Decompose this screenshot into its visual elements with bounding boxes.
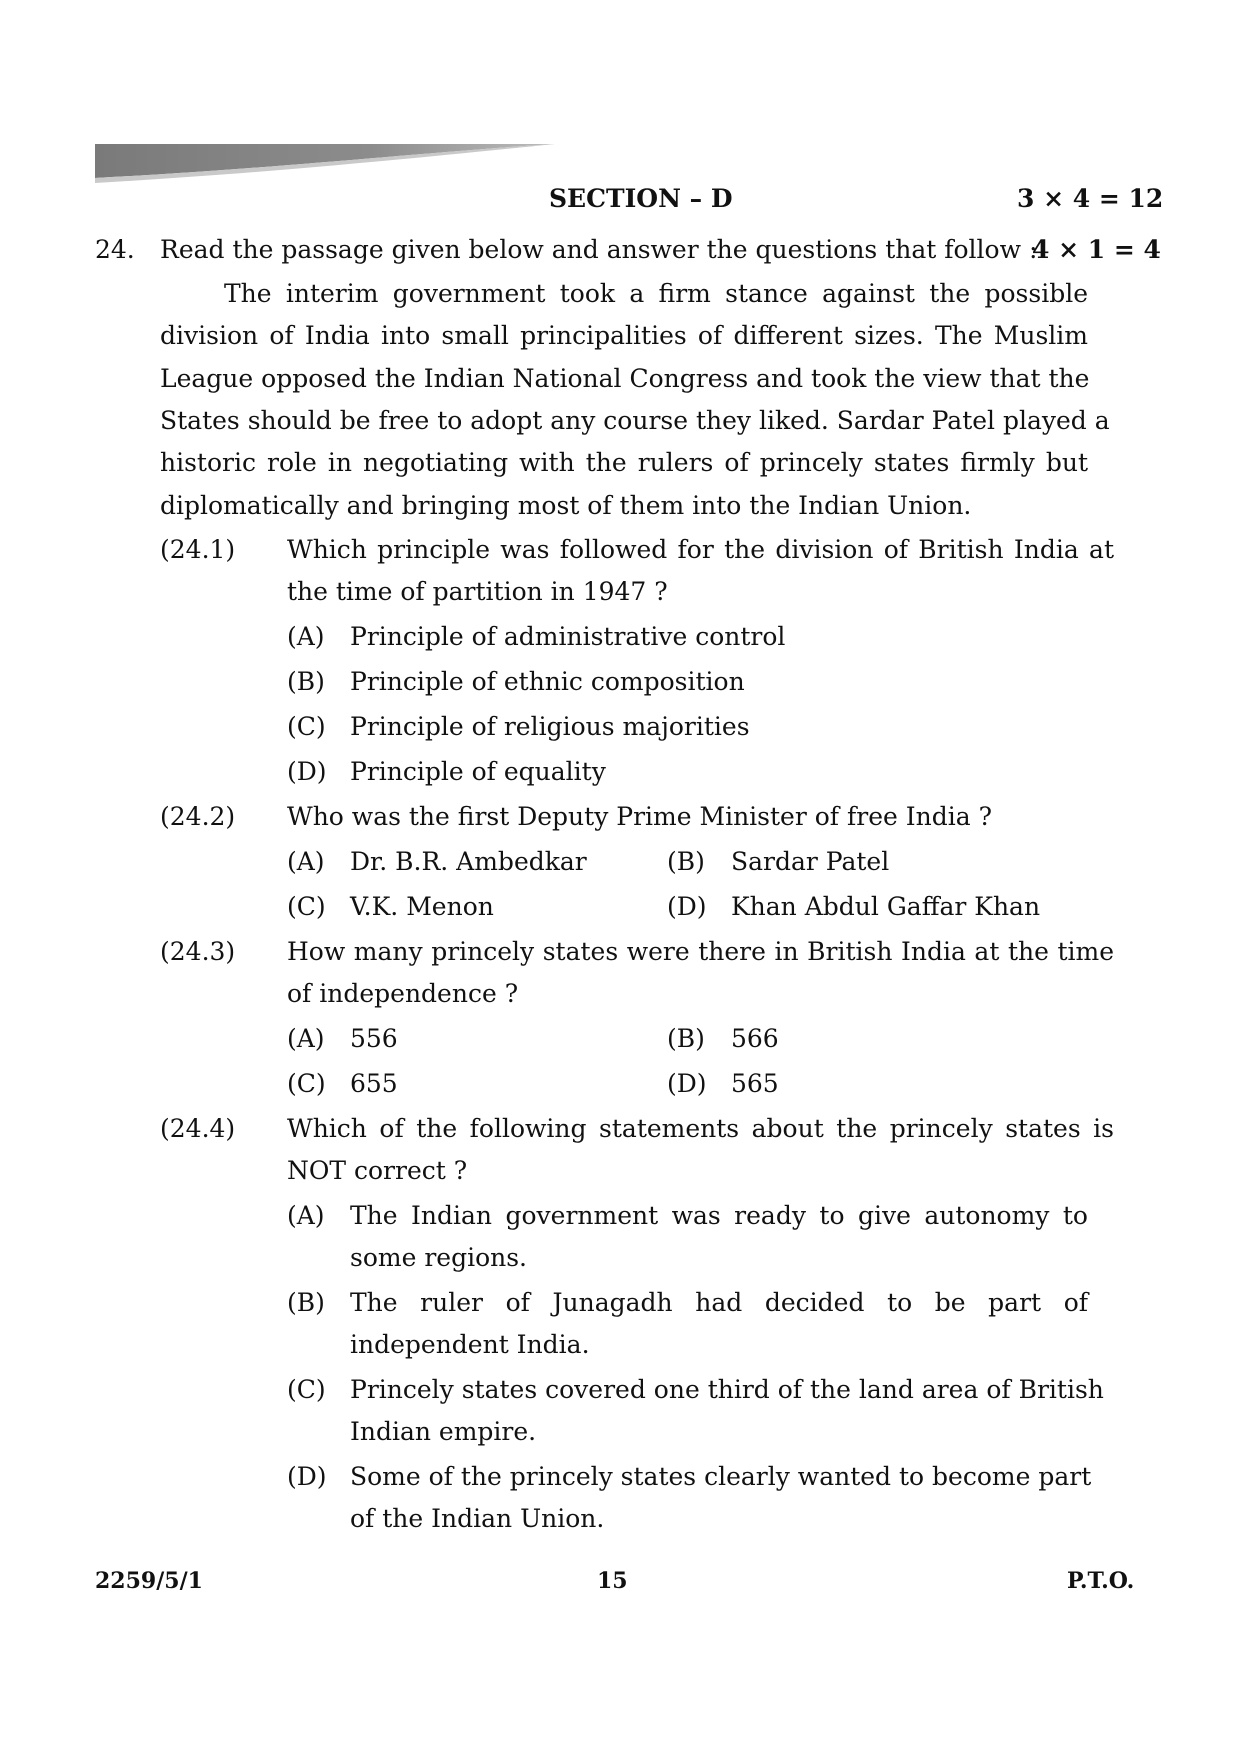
section-marks: 3 × 4 = 12 (1017, 184, 1164, 213)
option-letter: (B) (667, 847, 705, 876)
option-text: 556 (350, 1024, 398, 1053)
option-text: V.K. Menon (350, 892, 494, 921)
option-letter: (D) (667, 1069, 707, 1098)
question-marks: 4 × 1 = 4 (1032, 235, 1161, 264)
option-text: Indian empire. (350, 1417, 537, 1446)
option-letter: (A) (287, 622, 325, 651)
option-letter: (D) (667, 892, 707, 921)
subquestion-number: (24.2) (160, 802, 236, 831)
subquestion-number: (24.3) (160, 937, 236, 966)
passage-line: The interim government took a firm stance against the possible (224, 279, 1088, 308)
subquestion-text: How many princely states were there in British India at the time (287, 937, 1114, 966)
option-letter: (A) (287, 1024, 325, 1053)
subquestion-text: Who was the first Deputy Prime Minister of free India ? (287, 802, 992, 831)
subquestion-number: (24.1) (160, 535, 236, 564)
page-number: 15 (597, 1568, 628, 1594)
header-decorative-bar (95, 138, 555, 186)
passage-line: division of India into small principalities of different sizes. The Muslim (160, 321, 1088, 350)
subquestion-text: NOT correct ? (287, 1156, 468, 1185)
paper-code: 2259/5/1 (95, 1568, 203, 1594)
passage-line: historic role in negotiating with the rulers of princely states firmly but (160, 448, 1088, 477)
option-letter: (D) (287, 1462, 327, 1491)
option-letter: (D) (287, 757, 327, 786)
subquestion-text: of independence ? (287, 979, 519, 1008)
option-letter: (C) (287, 1375, 326, 1404)
option-letter: (A) (287, 1201, 325, 1230)
passage-line: States should be free to adopt any course they liked. Sardar Patel played a (160, 406, 1110, 435)
option-letter: (C) (287, 1069, 326, 1098)
question-instruction: Read the passage given below and answer the questions that follow : (160, 235, 1038, 264)
subquestion-text: Which of the following statements about the princely states is (287, 1114, 1114, 1143)
option-text: Principle of religious majorities (350, 712, 750, 741)
option-text: Principle of ethnic composition (350, 667, 745, 696)
option-text: 565 (731, 1069, 779, 1098)
option-text: 655 (350, 1069, 398, 1098)
option-text: Some of the princely states clearly wanted to become part (350, 1462, 1092, 1491)
option-letter: (B) (667, 1024, 705, 1053)
option-letter: (B) (287, 1288, 325, 1317)
pto-label: P.T.O. (1067, 1568, 1135, 1594)
option-text: Sardar Patel (731, 847, 890, 876)
passage-line: League opposed the Indian National Congress and took the view that the (160, 364, 1090, 393)
section-title: SECTION – D (549, 184, 733, 213)
option-text: Principle of administrative control (350, 622, 786, 651)
option-text: Khan Abdul Gaffar Khan (731, 892, 1041, 921)
option-letter: (A) (287, 847, 325, 876)
option-text: of the Indian Union. (350, 1504, 605, 1533)
subquestion-text: the time of partition in 1947 ? (287, 577, 668, 606)
passage-line: diplomatically and bringing most of them into the Indian Union. (160, 491, 972, 520)
option-text: The ruler of Junagadh had decided to be part of (350, 1288, 1088, 1317)
subquestion-text: Which principle was followed for the division of British India at (287, 535, 1114, 564)
option-text: independent India. (350, 1330, 590, 1359)
option-letter: (C) (287, 892, 326, 921)
option-text: some regions. (350, 1243, 528, 1272)
option-text: The Indian government was ready to give autonomy to (350, 1201, 1088, 1230)
option-letter: (B) (287, 667, 325, 696)
subquestion-number: (24.4) (160, 1114, 236, 1143)
option-text: Princely states covered one third of the land area of British (350, 1375, 1104, 1404)
option-letter: (C) (287, 712, 326, 741)
option-text: 566 (731, 1024, 779, 1053)
option-text: Principle of equality (350, 757, 606, 786)
option-text: Dr. B.R. Ambedkar (350, 847, 587, 876)
question-number: 24. (95, 235, 135, 264)
